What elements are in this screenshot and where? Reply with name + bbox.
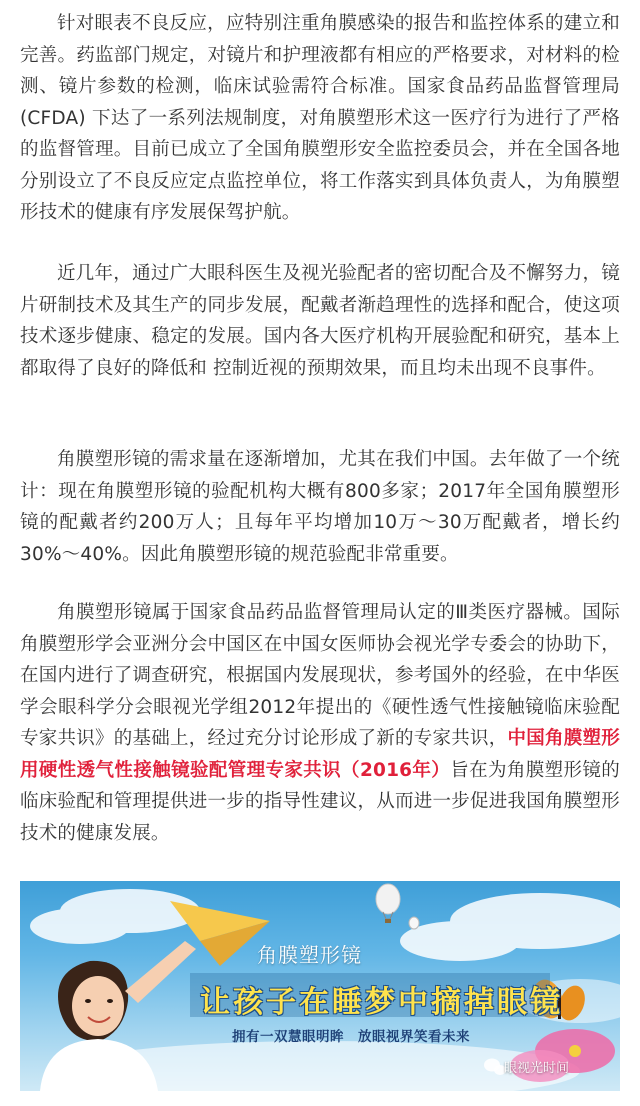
banner-headline-box [190,973,563,1020]
paragraph-3: 角膜塑形镜的需求量在逐渐增加，尤其在我们中国。去年做了一个统计：现在角膜塑形镜的验配机构大概有800多家；2017年全国角膜塑形镜的配戴者约200万人；且每年平均增加10万～30万配戴者，增长约30%～40%。因此角膜塑形镜的规范验配非常重要。 [20,449,620,565]
banner-slogan [232,1025,470,1045]
paragraph-4-text: 角膜塑形镜属于国家食品药品监督管理局认定的Ⅲ类医疗器械。国际角膜塑形学会亚洲分会中国区在中国女医师协会视光学专委会的协助下，在国内进行了调查研究，根据国内发展现状，参考国外的经验，在中华医学会眼科学分会眼视光学组2012年提出的《硬性透气性接触镜临床验配专家共识》的基础上，经过充分讨论形成了新的专家共识， [20,602,620,749]
banner-slogan-right: 放眼视界笑看未来 [358,1029,470,1045]
paragraph-1: 针对眼表不良反应，应特别注重角膜感染的报告和监控体系的建立和完善。药监部门规定，对镜片和护理液都有相应的严格要求，对材料的检测、镜片参数的检测，临床试验需符合标准。国家食品药品监督管理局(CFDA) 下达了一系列法规制度，对角膜塑形术这一医疗行为进行了严格的监督管理。目前已成立了全国角膜塑形安全监控委员会，并在全国各地分别设立了不良反应定点监控单位，将工作落实到具体负责人，为角膜塑形技术的健康有序发展保驾护航。 [20,13,620,223]
promo-banner [20,881,620,1091]
banner-subtitle: 角膜塑形镜 [257,943,362,967]
consensus-title-highlight: 中国角膜塑形用硬性透气性接触镜验配管理专家共识（2016年） [20,728,621,781]
banner-slogan-left: 拥有一双慧眼明眸 [232,1029,344,1045]
paragraph-4 [20,597,620,849]
paragraph-4-ending: 旨在为角膜塑形镜的临床验配和管理提供进一步的指导性建议，从而进一步促进我国角膜塑形技术的健康发展。 [20,759,620,844]
paragraph-2: 近几年，通过广大眼科医生及视光验配者的密切配合及不懈努力，镜片研制技术及其生产的同步发展，配戴者渐趋理性的选择和配合，使这项技术逐步健康、稳定的发展。国内各大医疗机构开展验配和研究，基本上都取得了良好的降低和 控制近视的预期效果，而且均未出现不良事件。 [20,263,620,379]
hot-air-balloon-icon [376,884,419,929]
banner-headline: 让孩子在睡梦中摘掉眼镜 [200,985,563,1020]
banner-watermark: 眼视光时间 [504,1061,570,1076]
